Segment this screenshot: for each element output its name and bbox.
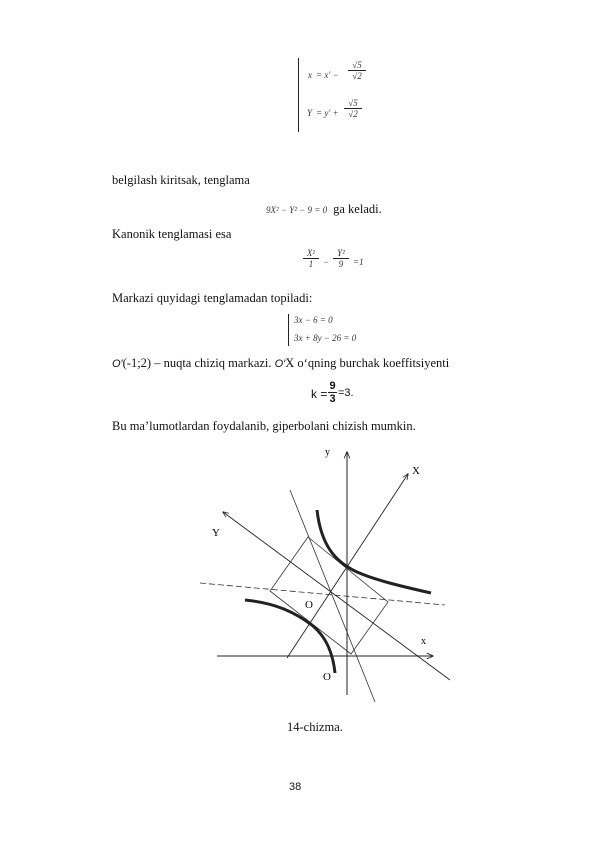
canonical-frac-1: $\frac{\text{X²}}{1}$: [303, 248, 319, 269]
o-prime-symbol-2: O′: [274, 358, 286, 370]
label-O-prime: O: [305, 599, 313, 611]
center-point-text: (-1;2) – nuqta chiziq markazi.: [122, 356, 275, 370]
canonical-frac-2: $\frac{\text{Y²}}{9}$: [333, 248, 349, 269]
o-prime-symbol: O′: [112, 358, 123, 370]
sys1-line2-fraction: $\frac{√5}{√2}$: [344, 98, 362, 119]
sys1-line2-lhs: Y: [307, 108, 313, 118]
system-brace: [298, 58, 299, 132]
label-Y: Y: [212, 527, 220, 539]
label-X: X: [412, 465, 420, 477]
paragraph-conclusion: Bu ma’lumotlardan foydalanib, giperbolani chizish mumkin.: [112, 419, 416, 433]
figure-caption: 14-chizma.: [287, 720, 343, 734]
sys1-line2-eq: = y′ +: [316, 108, 339, 118]
slope-text: X o‘qning burchak koeffitsiyenti: [285, 356, 450, 370]
substitution-system: [298, 58, 388, 134]
system2-brace: [288, 314, 289, 346]
center-system: [288, 313, 388, 349]
label-O: O: [323, 671, 331, 683]
canonical-rhs: =1: [353, 257, 364, 267]
slope-fraction: $\frac{9}{3}$: [329, 380, 336, 405]
rotated-Y-axis: [223, 512, 450, 680]
sys1-line1-fraction: $\frac{√5}{√2}$: [348, 60, 366, 81]
slope-prefix: k =: [311, 387, 328, 401]
slope-suffix: =3.: [338, 387, 354, 399]
sys2-line2: 3x + 8y − 26 = 0: [294, 333, 357, 343]
paragraph-center: Markazi quyidagi tenglamadan topiladi:: [112, 291, 313, 305]
label-y: y: [325, 447, 330, 458]
label-x: x: [421, 636, 426, 647]
sys1-line1-lhs: x: [308, 70, 312, 80]
page-number: 38: [289, 781, 302, 793]
hyperbola-branch-upper: [317, 510, 431, 593]
equation-formula: 9X² − Y² − 9 = 0: [266, 205, 328, 215]
canonical-minus: −: [323, 257, 330, 267]
sys1-line1-eq: = x′ −: [316, 70, 339, 80]
hyperbola-figure: [195, 440, 460, 710]
asymptote-rectangle: [270, 537, 388, 654]
equation-suffix: ga keladi.: [333, 202, 382, 216]
hyperbola-branch-lower: [245, 600, 335, 673]
asymptote-2: [290, 490, 375, 702]
sys2-line1: 3x − 6 = 0: [294, 315, 333, 325]
paragraph-center-point: [112, 356, 449, 371]
equation-transformed: [266, 200, 382, 218]
canonical-equation: [303, 248, 383, 280]
paragraph-notation: belgilash kiritsak, tenglama: [112, 173, 250, 187]
paragraph-canonical: Kanonik tenglamasi esa: [112, 227, 232, 241]
